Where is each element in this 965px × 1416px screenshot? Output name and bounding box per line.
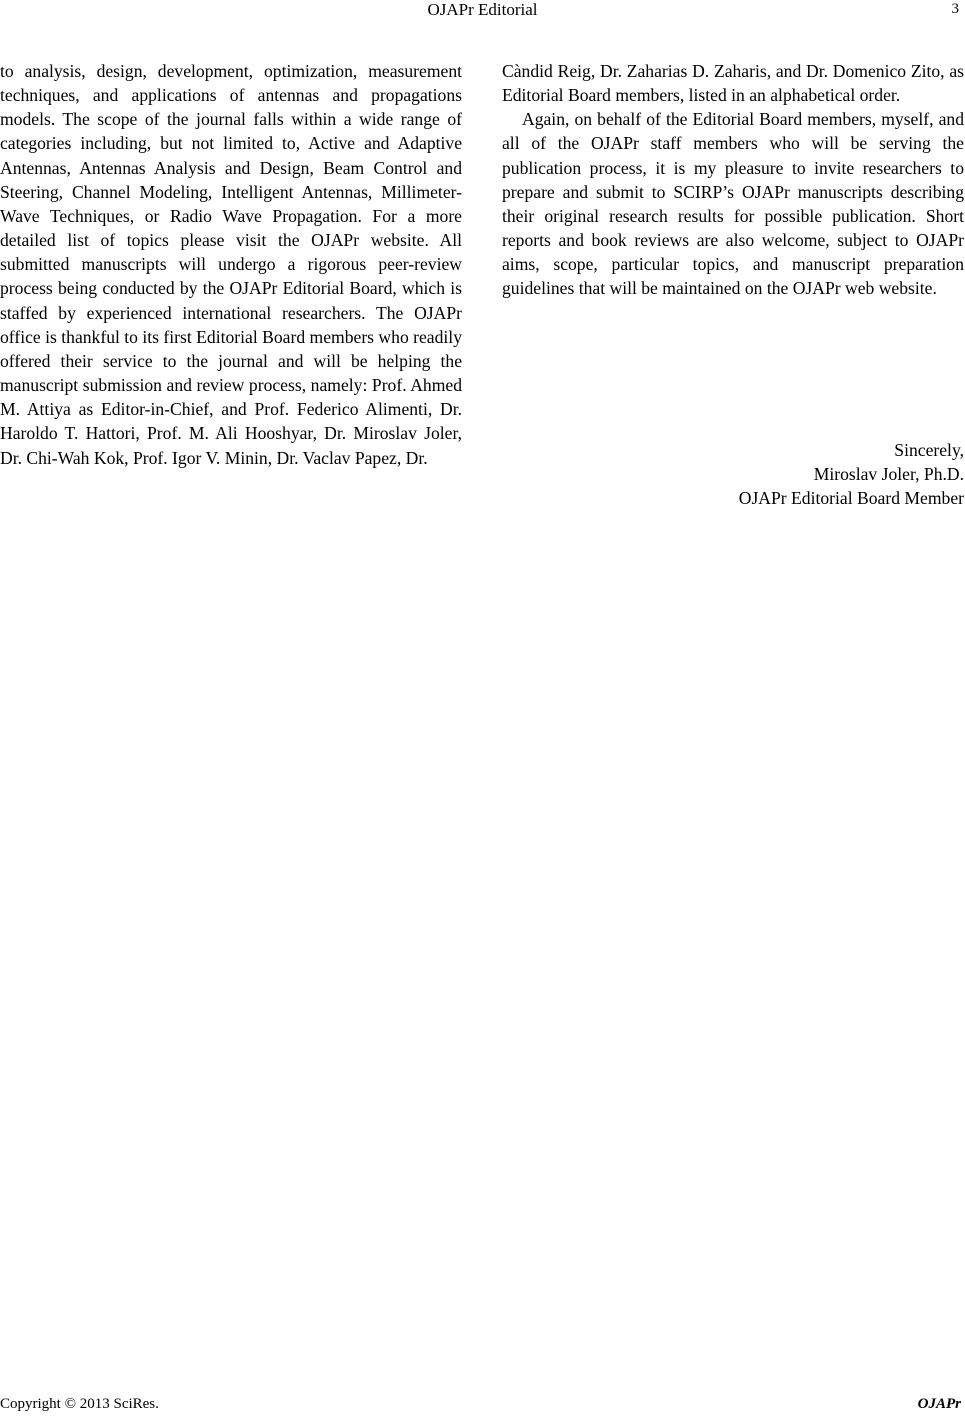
signature-block [502,438,964,510]
right-column [502,59,964,301]
body-paragraph: Again, on behalf of the Editorial Board members, myself, and all of the OJAPr staff members who will be serving the publication process, it is my pleasure to invite researchers to prepare and submit to SCIRP’s OJAPr manuscripts describing their original research results for possible publication. Short reports and book reviews are also welcome, subject to OJAPr aims, scope, particular topics, and manuscript preparation guidelines that will be maintained on the OJAPr web website. [502,109,964,299]
footer-copyright: Copyright © 2013 SciRes. [0,1396,159,1412]
body-paragraph: to analysis, design, development, optimization, measurement techniques, and applications of antennas and propagations models. The scope of the journal falls within a wide range of categories including, but not limited to, Active and Adaptive Antennas, Antennas Analysis and Design, Beam Control and Steering, Channel Modeling, Intelligent Antennas, Millimeter-Wave Techniques, or Radio Wave Propagation. For a more detailed list of topics please visit the OJAPr website. All submitted manuscripts will undergo a rigorous peer-review process being conducted by the OJAPr Editorial Board, which is staffed by experienced international researchers. The OJAPr office is thankful to its first Editorial Board members who readily offered their service to the journal and will be helping the manuscript submission and review process, namely: Prof. Ahmed M. Attiya as Editor-in-Chief, and Prof. Federico Alimenti, Dr. Haroldo T. Hattori, Prof. M. Ali Hooshyar, Dr. Miroslav Joler, Dr. Chi-Wah Kok, Prof. Igor V. Minin, Dr. Vaclav Papez, Dr. [0,61,462,468]
page-number: 3 [951,1,959,17]
running-title: OJAPr Editorial [427,0,538,19]
signature-role: OJAPr Editorial Board Member [738,488,964,509]
left-column [0,59,462,470]
body-paragraph: Càndid Reig, Dr. Zaharias D. Zaharis, and Dr. Domenico Zito, as Editorial Board members, listed in an alphabetical order. [502,61,964,106]
footer-journal-name: OJAPr [917,1396,961,1412]
signature-closing: Sincerely, [894,440,964,460]
signature-name: Miroslav Joler, Ph.D. [813,464,964,485]
